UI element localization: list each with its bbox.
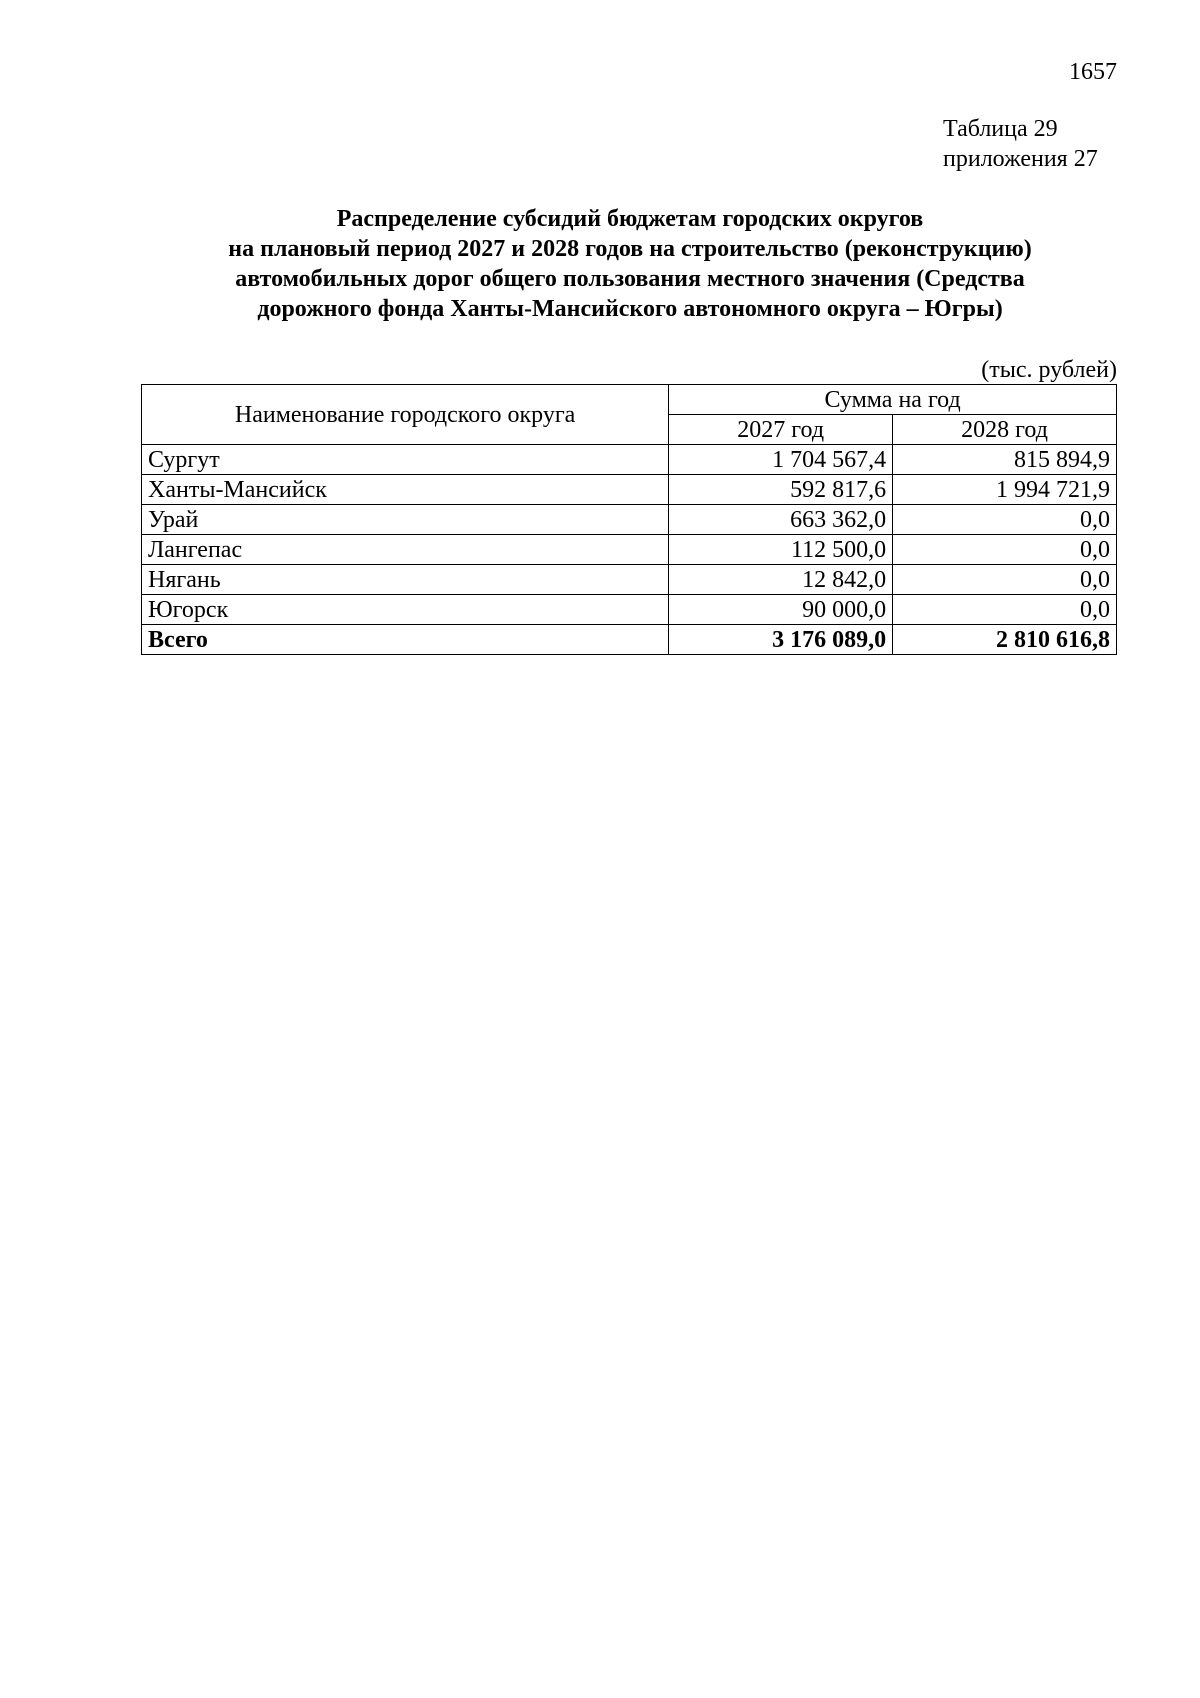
table-ref-line: Таблица 29 xyxy=(943,116,1058,142)
row-value-2027: 112 500,0 xyxy=(669,535,893,565)
row-name: Югорск xyxy=(142,595,669,625)
row-value-2027: 12 842,0 xyxy=(669,565,893,595)
row-value-2028: 0,0 xyxy=(893,565,1117,595)
total-label: Всего xyxy=(142,625,669,655)
row-name: Ханты-Мансийск xyxy=(142,475,669,505)
header-name: Наименование городского округа xyxy=(142,385,669,445)
total-row xyxy=(142,625,1117,655)
title-line: на плановый период 2027 и 2028 годов на строительство (реконструкцию) xyxy=(228,236,1032,262)
row-name: Сургут xyxy=(142,445,669,475)
total-value-2028: 2 810 616,8 xyxy=(893,625,1117,655)
row-name: Лангепас xyxy=(142,535,669,565)
subsidy-table xyxy=(141,384,1117,655)
row-value-2028: 815 894,9 xyxy=(893,445,1117,475)
table-row xyxy=(142,475,1117,505)
title-line: Распределение субсидий бюджетам городских округов xyxy=(336,206,924,232)
table-reference xyxy=(943,114,1098,174)
page-number: 1657 xyxy=(1069,59,1117,85)
table-ref-line: приложения 27 xyxy=(943,146,1098,172)
header-year-2027: 2027 год xyxy=(669,415,893,445)
row-name: Нягань xyxy=(142,565,669,595)
header-year-2028: 2028 год xyxy=(893,415,1117,445)
header-sum: Сумма на год xyxy=(669,385,1117,415)
row-value-2028: 0,0 xyxy=(893,595,1117,625)
row-value-2028: 1 994 721,9 xyxy=(893,475,1117,505)
row-value-2028: 0,0 xyxy=(893,535,1117,565)
table-header-row xyxy=(142,385,1117,415)
table-row xyxy=(142,595,1117,625)
title-line: дорожного фонда Ханты-Мансийского автономного округа – Югры) xyxy=(257,296,1003,322)
title-line: автомобильных дорог общего пользования местного значения (Средства xyxy=(235,266,1025,292)
total-value-2027: 3 176 089,0 xyxy=(669,625,893,655)
document-title xyxy=(140,204,1120,324)
row-value-2027: 663 362,0 xyxy=(669,505,893,535)
row-value-2027: 1 704 567,4 xyxy=(669,445,893,475)
row-value-2028: 0,0 xyxy=(893,505,1117,535)
row-name: Урай xyxy=(142,505,669,535)
table-row xyxy=(142,505,1117,535)
row-value-2027: 90 000,0 xyxy=(669,595,893,625)
table-row xyxy=(142,445,1117,475)
units-label: (тыс. рублей) xyxy=(981,357,1117,383)
table-row xyxy=(142,535,1117,565)
table-row xyxy=(142,565,1117,595)
row-value-2027: 592 817,6 xyxy=(669,475,893,505)
